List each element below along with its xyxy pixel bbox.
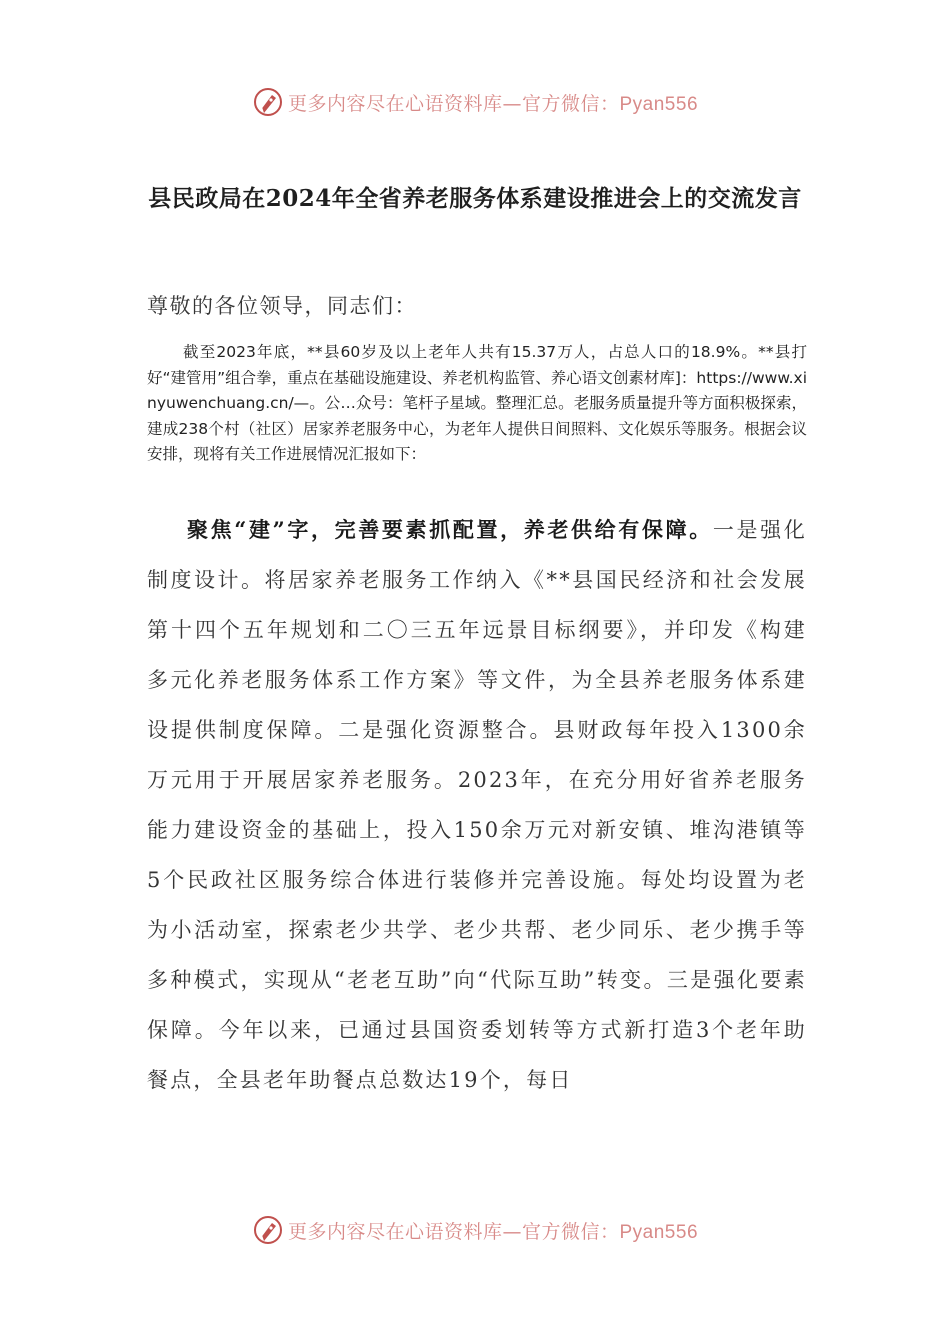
pen-nib-logo-icon	[252, 1214, 284, 1246]
watermark-banner-bottom	[0, 1210, 950, 1250]
section-1-paragraph	[147, 505, 807, 1105]
pen-nib-logo-icon	[252, 86, 284, 118]
watermark-banner-top	[0, 82, 950, 122]
watermark-text: 更多内容尽在心语资料库—官方微信：Pyan556	[287, 1220, 699, 1243]
salutation: 尊敬的各位领导，同志们：	[147, 294, 417, 318]
intro-paragraph: 截至2023年底，**县60岁及以上老年人共有15.37万人，占总人口的18.9%。**县打好“建管用”组合拳，重点在基础设施建设、养老机构监管、养心语文创素材库]：https://www.xinyuwenchuang.cn/—。公…众号：笔杆子星域。整理汇总。老服务质量提升等方面积极探索，建成238个村（社区）居家养老服务中心，为老年人提供日间照料、文化娱乐等服务。根据会议安排，现将有关工作进展情况汇报如下：	[147, 343, 807, 463]
document-title: 县民政局在2024年全省养老服务体系建设推进会上的交流发言	[148, 185, 802, 212]
watermark-text: 更多内容尽在心语资料库—官方微信：Pyan556	[287, 92, 699, 115]
section-1-body: 一是强化制度设计。将居家养老服务工作纳入《**县国民经济和社会发展第十四个五年规划和二〇三五年远景目标纲要》，并印发《构建多元化养老服务体系工作方案》等文件，为全县养老服务体系建设提供制度保障。二是强化资源整合。县财政每年投入1300余万元用于开展居家养老服务。2023年，在充分用好省养老服务能力建设资金的基础上，投入150余万元对新安镇、堆沟港镇等5个民政社区服务综合体进行装修并完善设施。每处均设置为老为小活动室，探索老少共学、老少共帮、老少同乐、老少携手等多种模式，实现从“老老互助”向“代际互助”转变。三是强化要素保障。今年以来，已通过县国资委划转等方式新打造3个老年助餐点，全县老年助餐点总数达19个，每日	[147, 518, 807, 1092]
section-1-heading: 聚焦“建”字，完善要素抓配置，养老供给有保障。	[187, 517, 713, 542]
